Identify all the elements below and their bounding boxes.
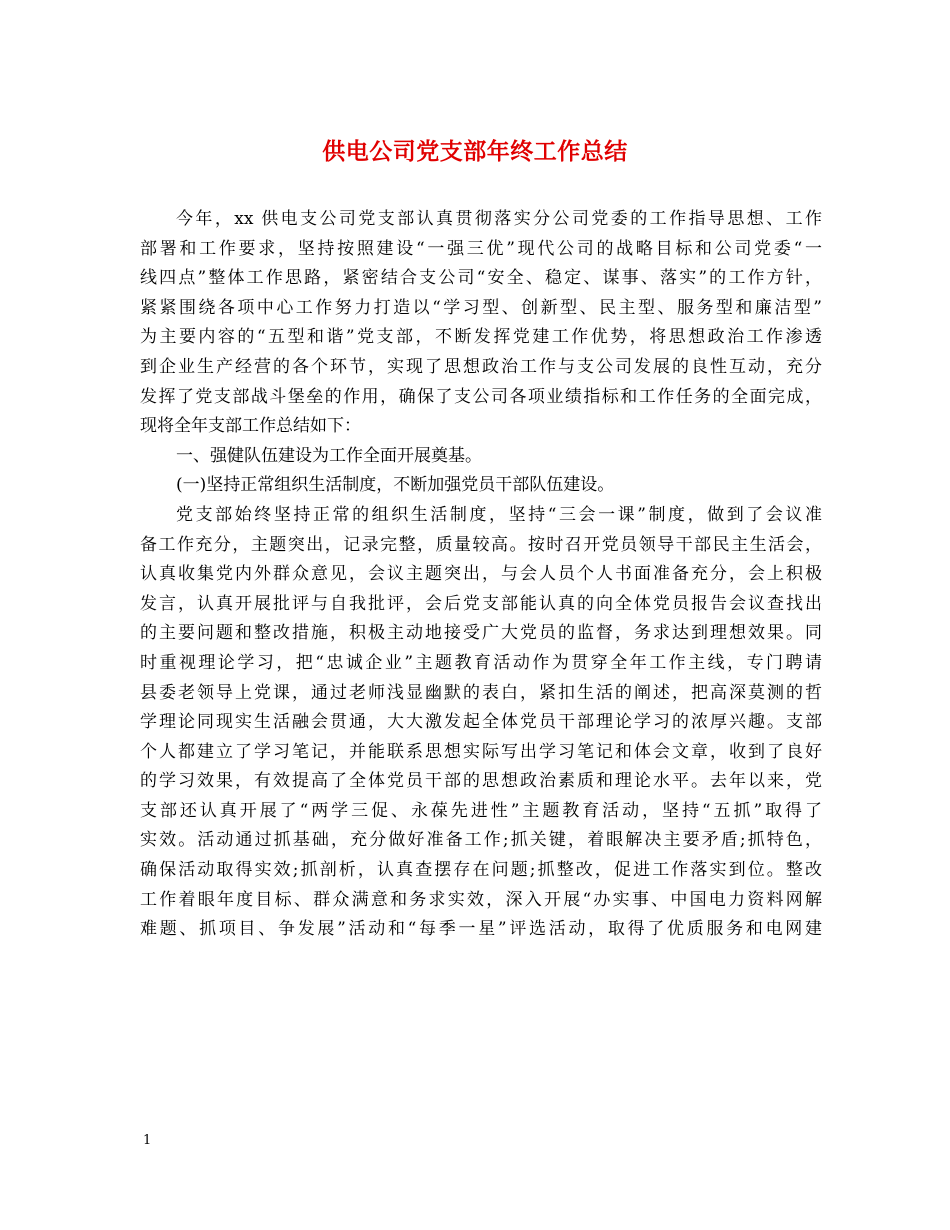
paragraph-line: 时重视理论学习，把“忠诚企业”主题教育活动作为贯穿全年工作主线，专门聘请 xyxy=(140,652,822,673)
paragraph-line: 党支部始终坚持正常的组织生活制度，坚持“三会一课”制度，做到了会议准 xyxy=(176,504,822,525)
paragraph-line: 今年，xx 供电支公司党支部认真贯彻落实分公司党委的工作指导思想、工作 xyxy=(176,209,822,229)
document-title: 供电公司党支部年终工作总结 xyxy=(322,138,628,165)
section-heading: 一、强健队伍建设为工作全面开展奠基。 xyxy=(176,445,482,466)
paragraph-line: 的学习效果，有效提高了全体党员干部的思想政治素质和理论水平。去年以来，党 xyxy=(140,771,822,792)
paragraph-line: 备工作充分，主题突出，记录完整，质量较高。按时召开党员领导干部民主生活会， xyxy=(140,534,822,555)
paragraph-line: 县委老领导上党课，通过老师浅显幽默的表白，紧扣生活的阐述，把高深莫测的哲 xyxy=(140,682,822,703)
paragraph-line: 认真收集党内外群众意见，会议主题突出，与会人员个人书面准备充分，会上积极 xyxy=(140,564,822,585)
page-number: 1 xyxy=(143,1133,152,1148)
paragraph-line: 发言，认真开展批评与自我批评，会后党支部能认真的向全体党员报告会议查找出 xyxy=(140,593,822,614)
paragraph-line: 支部还认真开展了“两学三促、永葆先进性”主题教育活动，坚持“五抓”取得了 xyxy=(140,800,822,821)
subsection-heading: (一)坚持正常组织生活制度，不断加强党员干部队伍建设。 xyxy=(176,475,615,496)
paragraph-line: 现将全年支部工作总结如下： xyxy=(140,416,361,437)
paragraph-line: 学理论同现实生活融会贯通，大大激发起全体党员干部理论学习的浓厚兴趣。支部 xyxy=(140,712,822,733)
paragraph-line: 难题、抓项目、争发展”活动和“每季一星”评选活动，取得了优质服务和电网建 xyxy=(140,919,822,940)
paragraph-line: 个人都建立了学习笔记，并能联系思想实际写出学习笔记和体会文章，收到了良好 xyxy=(140,741,822,762)
paragraph-line: 部署和工作要求，坚持按照建设“一强三优”现代公司的战略目标和公司党委“一 xyxy=(140,238,822,259)
paragraph-line: 工作着眼年度目标、群众满意和务求实效，深入开展“办实事、中国电力资料网解 xyxy=(140,889,822,910)
paragraph-line: 紧紧围绕各项中心工作努力打造以“学习型、创新型、民主型、服务型和廉洁型” xyxy=(140,297,822,318)
paragraph-line: 实效。活动通过抓基础，充分做好准备工作;抓关键，着眼解决主要矛盾;抓特色， xyxy=(140,830,822,851)
paragraph-line: 为主要内容的“五型和谐”党支部，不断发挥党建工作优势，将思想政治工作渗透 xyxy=(140,327,822,348)
paragraph-line: 的主要问题和整改措施，积极主动地接受广大党员的监督，务求达到理想效果。同 xyxy=(140,623,822,644)
paragraph-line: 发挥了党支部战斗堡垒的作用，确保了支公司各项业绩指标和工作任务的全面完成， xyxy=(140,386,822,407)
paragraph-line: 确保活动取得实效;抓剖析，认真查摆存在问题;抓整改，促进工作落实到位。整改 xyxy=(140,860,822,881)
document-body xyxy=(140,205,822,945)
paragraph-line: 到企业生产经营的各个环节，实现了思想政治工作与支公司发展的良性互动，充分 xyxy=(140,356,822,377)
paragraph-line: 线四点”整体工作思路，紧密结合支公司“安全、稳定、谋事、落实”的工作方针， xyxy=(140,268,822,289)
